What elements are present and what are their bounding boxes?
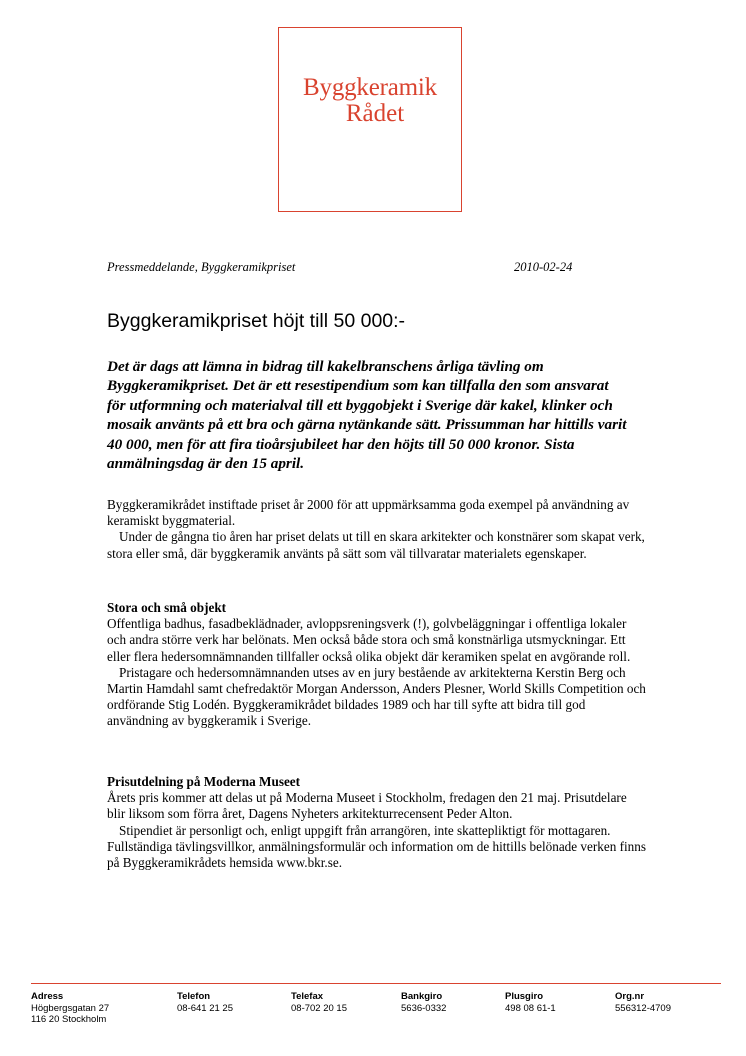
footer-orgnr	[615, 991, 671, 1014]
footer-bankgiro	[401, 991, 446, 1014]
footer-label: Adress	[31, 991, 64, 1002]
footer-value: 116 20 Stockholm	[31, 1014, 107, 1025]
logo-text-line2: Rådet	[345, 100, 405, 127]
section-heading: Prisutdelning på Moderna Museet	[107, 774, 301, 789]
footer-label: Bankgiro	[401, 991, 443, 1002]
logo	[278, 27, 462, 212]
section-paragraph: Årets pris kommer att delas ut på Moderna Museet i Stockholm, fredagen den 21 maj. Prisutdelare blir liksom som förra året, Dagens Nyheters arkitekturrecensent Peder Alton.	[107, 790, 627, 822]
page-title: Byggkeramikpriset höjt till 50 000:-	[107, 310, 406, 332]
lead-paragraph: Det är dags att lämna in bidrag till kakelbranschens årliga tävling om Byggkeramikpriset. Det är ett resestipendium som kan tillfalla den som ansvarat för utformning och materialval till ett byggobjekt i Sverige där kakel, klinker och mosaik använts på ett bra och gärna nytänkande sätt. Prissumman har hittills varit 40 000, men för att fira tioårsjubileet har den höjts till 50 000 kronor. Sista anmälningsdag är den 15 april.	[107, 358, 627, 473]
footer-value: 08-641 21 25	[177, 1002, 233, 1014]
intro-paragraph-1: Byggkeramikrådet instiftade priset år 2000 för att uppmärksamma goda exempel på användning av keramiskt byggmaterial.	[107, 497, 630, 529]
section-paragraph: Pristagare och hedersomnämnanden utses av en jury bestående av arkitekterna Kerstin Berg och Martin Hamdahl samt chefredaktör Morgan Andersson, Anders Plesner, World Skills Competition och ordförande Stig Lodén. Byggkeramikrådet bildades 1989 och har till syfte att bidra till god användning av byggkeramik i Sverige.	[107, 664, 646, 729]
footer-value: 498 08 61-1	[505, 1002, 556, 1014]
footer-label: Telefax	[291, 991, 324, 1002]
section-paragraph: Stipendiet är personligt och, enligt uppgift från arrangören, inte skattepliktigt för mottagaren. Fullständiga tävlingsvillkor, anmälningsformulär och information om de hittills belönade verken finns på Byggkeramikrådets hemsida www.bkr.se.	[107, 822, 646, 871]
footer-value: Högbergsgatan 27	[31, 1002, 110, 1014]
document-date: 2010-02-24	[514, 260, 573, 274]
section-stora-och-sma	[107, 600, 647, 730]
footer-divider	[31, 983, 721, 984]
section-heading: Stora och små objekt	[107, 600, 227, 615]
footer-address	[31, 991, 109, 1026]
footer-fax	[291, 991, 347, 1014]
intro-paragraph-2: Under de gångna tio åren har priset delats ut till en skara arkitekter och konstnärer som skapat verk, stora eller små, där byggkeramik använts på sätt som väl tillvaratar materialets egenskaper.	[107, 529, 645, 561]
footer-value: 556312-4709	[615, 1002, 671, 1014]
footer-phone	[177, 991, 233, 1014]
section-prisutdelning	[107, 774, 647, 871]
footer-value: 5636-0332	[401, 1002, 447, 1014]
intro-section	[107, 497, 647, 562]
footer-label: Plusgiro	[505, 991, 544, 1002]
footer-label: Telefon	[177, 991, 211, 1002]
logo-text-line1: Byggkeramik	[303, 74, 437, 101]
section-paragraph: Offentliga badhus, fasadbeklädnader, avloppsreningsverk (!), golvbeläggningar i offentliga lokaler och andra större verk har belönats. Men också både stora och små konstnärliga utsmyckningar. Ett eller flera hedersomnämnanden tillfaller också olika objekt där keramiken spelat en avgörande roll.	[107, 616, 631, 664]
footer-value: 08-702 20 15	[291, 1002, 347, 1014]
document-type: Pressmeddelande, Byggkeramikpriset	[107, 260, 296, 274]
footer-plusgiro	[505, 991, 556, 1014]
footer-label: Org.nr	[615, 991, 645, 1002]
